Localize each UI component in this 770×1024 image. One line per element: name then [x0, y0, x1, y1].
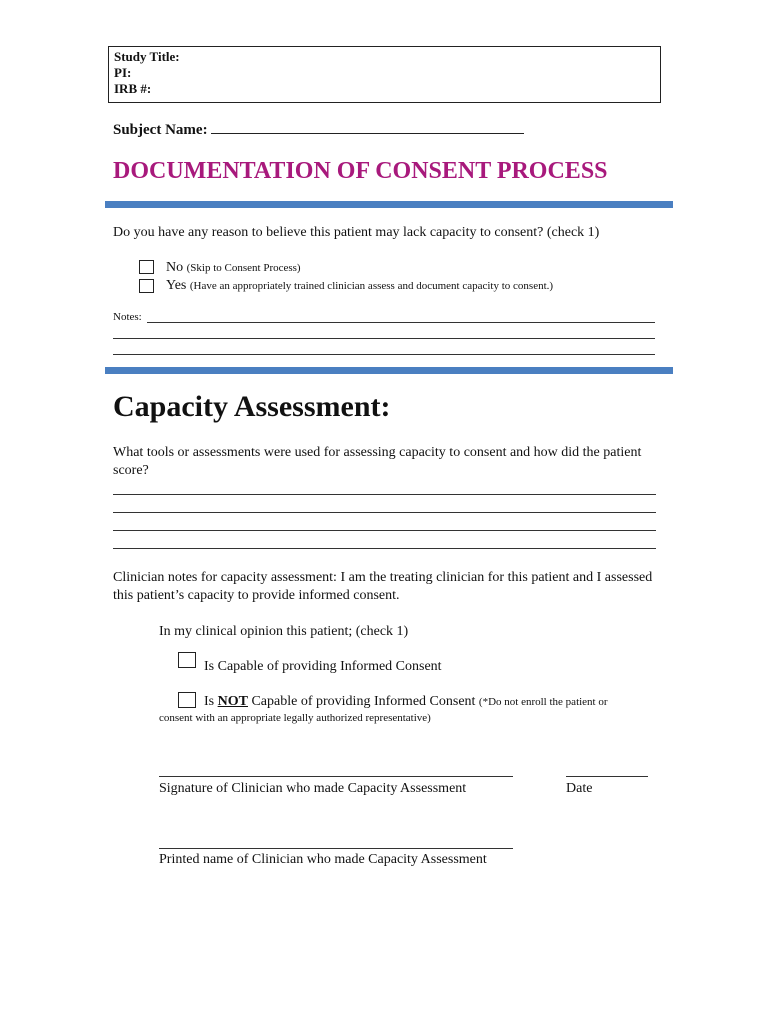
signature-label: Signature of Clinician who made Capacity Assessment	[159, 781, 467, 796]
option-not-note-1: (*Do not enroll the patient or	[478, 696, 608, 708]
tools-question: What tools or assessments were used for assessing capacity to consent and how did the patient score?	[113, 445, 642, 478]
date-label: Date	[566, 781, 593, 796]
option-yes-note: (Have an appropriately trained clinician assess and document capacity to consent.)	[189, 280, 554, 292]
pi-label: PI:	[114, 65, 132, 80]
section-divider	[105, 367, 673, 374]
subject-name-row	[113, 122, 524, 139]
study-info-box	[108, 46, 661, 103]
checkbox-not-capable[interactable]	[178, 692, 196, 708]
study-title-label: Study Title:	[114, 49, 180, 64]
tools-answer-line-1[interactable]	[113, 494, 656, 495]
tools-answer-line-3[interactable]	[113, 530, 656, 531]
subject-name-field[interactable]	[211, 133, 524, 134]
checkbox-capable[interactable]	[178, 652, 196, 668]
subject-name-label: Subject Name:	[113, 122, 208, 138]
checkbox-no[interactable]	[139, 260, 154, 274]
notes-line-1[interactable]	[147, 322, 655, 323]
tools-answer-line-2[interactable]	[113, 512, 656, 513]
notes-label: Notes:	[113, 311, 142, 323]
capacity-assessment-title: Capacity Assessment:	[113, 390, 391, 423]
option-not-emphasis: NOT	[217, 694, 248, 709]
opinion-prompt: In my clinical opinion this patient; (check 1)	[159, 624, 409, 639]
checkbox-yes[interactable]	[139, 279, 154, 293]
option-not-suffix: Capable of providing Informed Consent	[251, 694, 476, 709]
option-yes	[166, 278, 553, 294]
printed-name-line[interactable]	[159, 848, 513, 849]
option-no-label: No	[166, 260, 184, 275]
option-no-note: (Skip to Consent Process)	[186, 262, 301, 274]
irb-label: IRB #:	[114, 81, 152, 96]
capacity-question: Do you have any reason to believe this patient may lack capacity to consent? (check 1)	[113, 225, 600, 240]
main-title: DOCUMENTATION OF CONSENT PROCESS	[113, 158, 608, 184]
option-capable: Is Capable of providing Informed Consent	[204, 659, 442, 674]
notes-line-3[interactable]	[113, 354, 655, 355]
option-not-note-2: consent with an appropriate legally authorized representative)	[159, 712, 431, 724]
notes-line-2[interactable]	[113, 338, 655, 339]
printed-name-label: Printed name of Clinician who made Capacity Assessment	[159, 852, 487, 867]
title-divider	[105, 201, 673, 208]
option-not-prefix: Is	[204, 694, 215, 709]
date-line[interactable]	[566, 776, 648, 777]
signature-line[interactable]	[159, 776, 513, 777]
option-no	[166, 260, 301, 276]
option-yes-label: Yes	[166, 278, 187, 293]
option-not-capable	[204, 694, 608, 710]
tools-answer-line-4[interactable]	[113, 548, 656, 549]
clinician-notes-text: Clinician notes for capacity assessment: I am the treating clinician for this patient and I assessed this patient’s capacity to provide informed consent.	[113, 570, 653, 603]
